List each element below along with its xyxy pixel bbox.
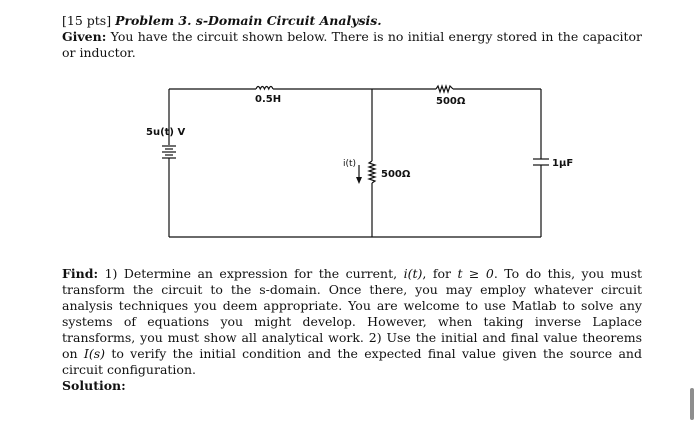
- given-label: Given:: [62, 29, 107, 44]
- points-label: [15 pts]: [62, 13, 112, 28]
- find-text-1: 1) Determine an expression for the current,: [104, 266, 398, 281]
- capacitor-label: 1μF: [552, 158, 574, 169]
- top-resistor-symbol: [436, 86, 453, 92]
- solution-label: Solution:: [62, 378, 126, 393]
- inductor-symbol: [256, 87, 273, 90]
- find-text-2: , for: [422, 266, 451, 281]
- find-text-4: to verify the initial condition and the expected final value given the source and circuit configuration.: [62, 346, 642, 377]
- find-label: Find:: [62, 266, 99, 281]
- inductor-label: 0.5H: [255, 94, 282, 105]
- find-paragraph: [62, 266, 642, 378]
- current-variable: i(t): [403, 266, 423, 281]
- time-condition: t ≥ 0: [457, 266, 494, 281]
- top-resistor-label: 500Ω: [436, 96, 466, 107]
- given-text: You have the circuit shown below. There is no initial energy stored in the capacitor or inductor.: [62, 29, 642, 60]
- problem-title: Problem 3. s-Domain Circuit Analysis.: [115, 13, 382, 28]
- find-text-3: . To do this, you must transform the circuit to the s-domain. Once there, you may employ whatever circuit analysis techniques you deem appropriate. You are welcome to use Matlab to solve any systems of equations you might develop. However, when taking inverse Laplace transforms, you must show all analytical work. 2) Use the initial and final value theorems on: [62, 266, 643, 361]
- middle-resistor-symbol: [369, 161, 375, 183]
- find-section: [62, 266, 642, 394]
- current-label: i(t): [343, 159, 357, 169]
- source-label: 5u(t) V: [146, 127, 186, 138]
- laplace-variable: I(s): [83, 346, 105, 361]
- current-arrow-head: [356, 177, 362, 184]
- scrollbar[interactable]: [690, 388, 694, 420]
- middle-resistor-label: 500Ω: [381, 169, 411, 180]
